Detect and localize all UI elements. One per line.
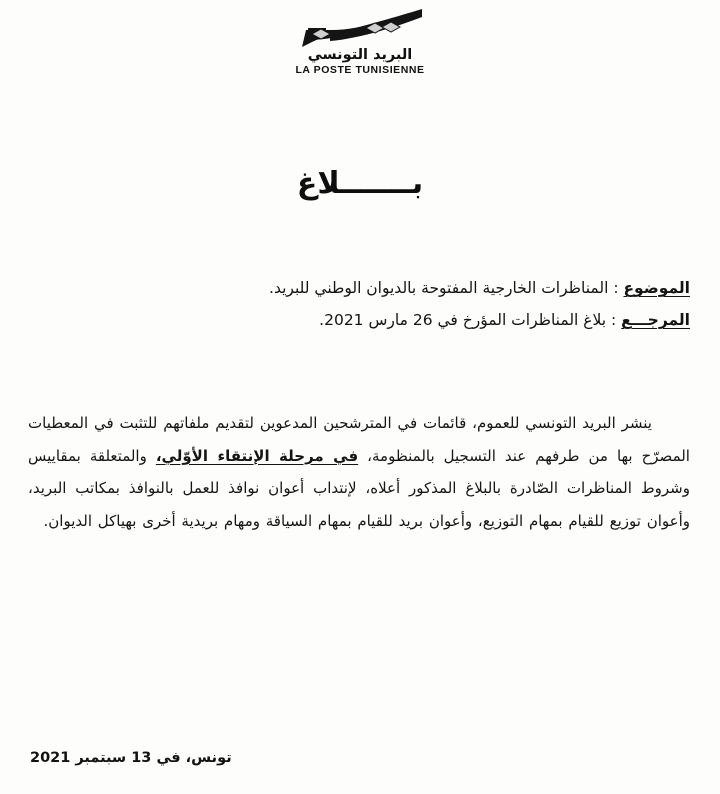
subject-value: المناظرات الخارجية المفتوحة بالديوان الوطني للبريد. bbox=[269, 279, 609, 297]
subject-separator: : bbox=[608, 279, 624, 297]
body-text-part-2: والمتعلقة بمقاييس وشروط المناظرات الصّادرة بالبلاغ المذكور أعلاه، لإنتداب أعوان نوافذ للعمل بالنوافذ بمكاتب البريد، وأعوان توزيع للقيام بمهام التوزيع، وأعوان بريد للقيام بمهام السياقة ومهام بريدية أخرى بهياكل الديوان. bbox=[28, 446, 690, 530]
body-text-part-1: ينشر البريد التونسي للعموم، قائمات في المترشحين المدعوين لتقديم ملفاتهم للتثبت في المعطيات المصرّح بها من طرفهم عند التسجيل بالمنظومة، bbox=[28, 414, 690, 465]
body-emphasis: في مرحلة الإنتقاء الأوّلي، bbox=[155, 446, 359, 465]
footer-date: تونس، في 13 سبتمبر 2021 bbox=[30, 750, 232, 766]
document-logo bbox=[0, 8, 720, 76]
meta-row-reference bbox=[30, 304, 690, 336]
logo-arabic-text: البريد التونسي bbox=[307, 47, 413, 63]
reference-separator: : bbox=[606, 311, 622, 329]
logo-french-text: LA POSTE TUNISIENNE bbox=[295, 64, 425, 77]
subject-label: الموضوع bbox=[623, 279, 690, 297]
la-poste-tunisienne-logo-icon bbox=[296, 8, 424, 50]
document-meta bbox=[30, 272, 690, 336]
document-body bbox=[28, 392, 690, 552]
reference-label: المرجـــع bbox=[621, 311, 690, 329]
reference-value: بلاغ المناظرات المؤرخ في 26 مارس 2021. bbox=[319, 311, 607, 329]
page-title: بـــــــلاغ bbox=[296, 166, 424, 201]
body-paragraph bbox=[28, 407, 690, 537]
meta-row-subject bbox=[30, 272, 690, 304]
